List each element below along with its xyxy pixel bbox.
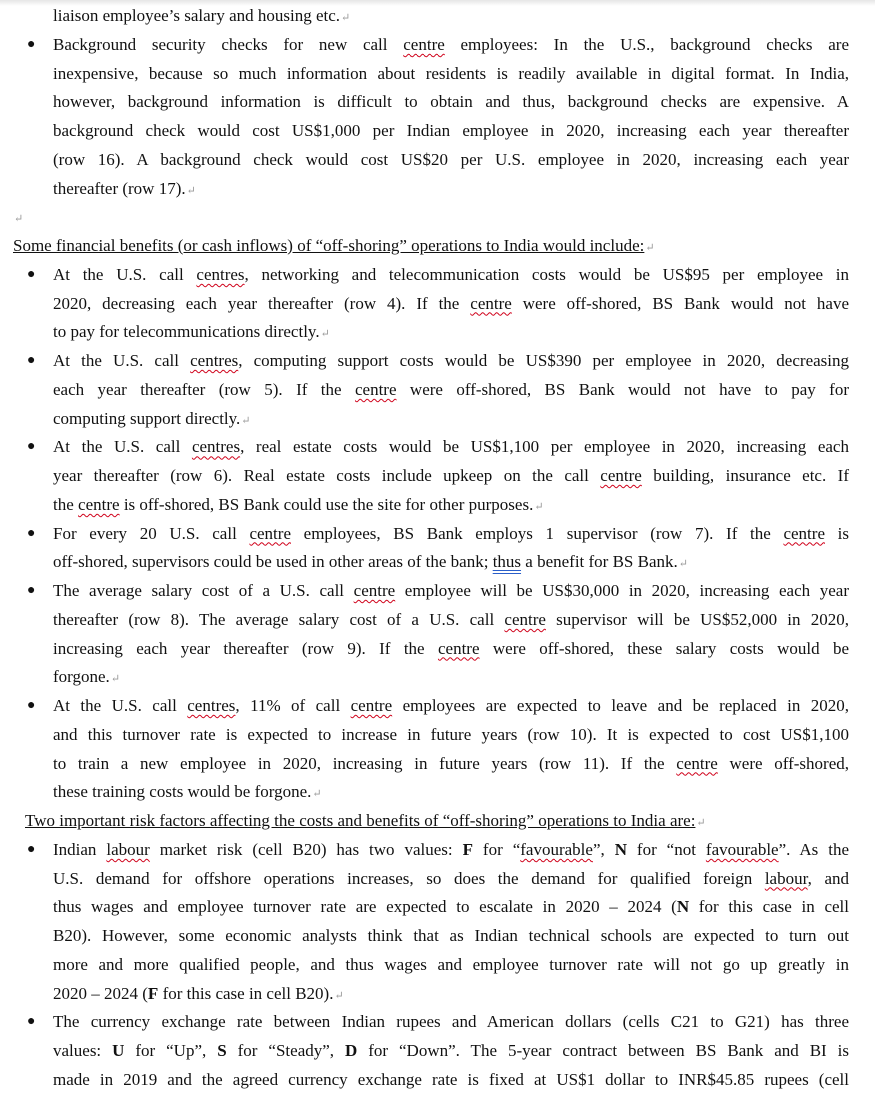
text-run: increasing each year thereafter (row 9). If the [53,638,438,658]
text-run: year thereafter (row 6). Real estate costs include upkeep on the call [53,466,601,485]
bullet-icon: ● [27,583,36,598]
bullet-paragraph [0,347,875,433]
text-run: At the U.S. call [53,264,197,284]
text-run: At the U.S. call [53,696,188,715]
bullet-icon: ● [27,841,36,857]
text-run: were off-shored, these salary costs would be [479,638,849,658]
paragraph-mark-icon: ↵ [186,184,196,197]
paragraph-mark-icon: ↵ [334,989,344,1002]
text-run: computing support directly. [53,408,241,428]
bullet-paragraph [0,520,875,578]
text-run: each year thereafter (row 5). If the [53,379,355,399]
text-run: , networking and telecommunication costs would be US$95 per employee in [244,264,849,284]
text-line [53,922,849,951]
paragraph [0,2,875,31]
paragraph-mark-icon: ↵ [241,414,251,427]
bold-text: D [345,1041,358,1060]
text-line [13,203,875,232]
spelling-flagged-word[interactable]: centre [437,638,480,658]
text-run: thereafter (row 8). The average salary cost of a U.S. call [53,609,505,629]
spelling-flagged-word[interactable]: centre [354,379,397,399]
text-line [53,750,849,779]
text-line [27,836,850,865]
document-body [0,2,875,1095]
text-line [53,146,849,175]
spelling-flagged-word[interactable]: centre [600,466,642,485]
text-line [53,721,849,750]
text-line [53,548,849,577]
text-line [53,60,849,89]
bullet-paragraph [0,1008,875,1094]
paragraph-mark-icon: ↵ [645,242,655,254]
paragraph-mark-icon: ↵ [678,558,688,571]
bullet-paragraph [0,692,875,807]
text-line [53,290,849,319]
spelling-flagged-word[interactable]: centres [191,437,241,457]
spelling-flagged-word[interactable]: favourable [520,839,593,859]
paragraph-mark-icon: ↵ [110,673,121,686]
text-line [53,88,849,117]
text-run: were off-shored, BS Bank would not have to pay for [396,379,849,399]
text-line [53,175,849,204]
text-line [53,865,849,894]
text-run: (row 16). A background check would cost US$20 per U.S. employee in 2020, increasing each year [53,149,849,169]
text-line [13,232,875,261]
text-run: ”. As the [778,839,850,859]
spelling-flagged-word[interactable]: centres [190,351,239,370]
bold-text: F [147,983,159,1003]
text-line [25,807,875,836]
text-run: employee will be US$30,000 in 2020, increasing each year [395,581,849,600]
text-run: however, background information is difficult to obtain and thus, background checks are expensive. A [53,92,849,112]
paragraph-mark-icon: ↵ [320,328,330,341]
text-run: U.S. demand for offshore operations increases, so does the demand for qualified foreign [53,868,765,888]
text-run: Indian [53,839,107,859]
text-line [53,117,849,146]
text-line [53,376,849,405]
text-line [53,462,849,491]
text-run: forgone. [53,667,110,687]
text-run: a benefit for BS Bank. [521,552,678,572]
bold-text: N [676,897,690,917]
text-line [27,261,849,290]
bullet-paragraph [0,31,875,204]
bold-text: U [112,1041,125,1060]
text-run: employees are expected to leave and be replaced in 2020, [392,696,849,715]
text-run: market risk (cell B20) has two values: [149,839,463,859]
text-run: made in 2019 and the agreed currency exchange rate is fixed at US$1 dollar to INR$45.85 rupees (cell [53,1069,849,1089]
text-run: for this case in cell B20). [158,983,334,1003]
bullet-paragraph [0,836,875,1009]
text-line [27,347,849,376]
text-run: Two important risk factors affecting the costs and benefits of “off-shoring” operations to India are: [25,811,696,830]
bold-text: F [462,839,473,859]
text-run: supervisor will be US$52,000 in 2020, [545,609,849,629]
text-run: inexpensive, because so much information about residents is readily available in digital format. In India, [53,63,849,83]
text-line [53,606,849,635]
paragraph-mark-icon: ↵ [696,817,706,829]
text-run: off-shored, supervisors could be used in other areas of the bank; [53,552,493,572]
text-run: liaison employee’s salary and housing etc. [53,6,341,25]
text-run: employees, BS Bank employs 1 supervisor (row 7). If the [291,523,784,543]
text-run: thereafter (row 17). [53,178,186,198]
spelling-flagged-word[interactable]: centres [196,264,245,284]
text-run: values: [53,1041,113,1060]
text-run: for “Steady”, [226,1041,345,1060]
text-run: thus wages and employee turnover rate are expected to escalate in 2020 – 2024 ( [53,897,677,917]
section-heading [0,807,875,836]
section-heading [0,232,875,261]
text-run: , 11% of call [235,696,351,715]
text-line [53,893,849,922]
text-line [53,2,849,31]
paragraph-mark-icon: ↵ [14,213,24,226]
text-run: 2020 – 2024 ( [53,983,148,1003]
text-line [53,1066,849,1095]
spelling-flagged-word[interactable]: centre [504,609,546,629]
bullet-icon: ● [27,353,36,368]
grammar-flagged-word[interactable]: thus [492,552,522,572]
text-line [27,692,849,721]
bullet-paragraph [0,261,875,347]
text-run: background check would cost US$1,000 per Indian employee in 2020, increasing each year thereafter [53,121,849,140]
text-run: for “ [472,839,521,859]
text-run: the [53,494,79,514]
spelling-flagged-word[interactable]: favourable [705,839,779,859]
text-run: ”, [592,839,615,859]
text-line [53,1037,849,1066]
text-run: and this turnover rate is expected to increase in future years (row 10). It is expected to cost US$1,100 [53,724,849,744]
text-run: At the U.S. call [53,437,192,457]
text-run: were off-shored, [717,753,850,773]
text-run: is [825,523,850,543]
text-run: for “Down”. The 5-year contract between BS Bank and BI is [357,1041,849,1060]
text-run: employees: In the U.S., background checks are [444,34,850,54]
bullet-icon: ● [27,439,36,455]
spelling-flagged-word[interactable]: centre [353,581,396,600]
spelling-flagged-word[interactable]: centre [470,293,512,313]
text-run: building, insurance etc. If [641,466,849,485]
text-line [53,635,849,664]
spelling-flagged-word[interactable]: centre [403,34,445,54]
paragraph-mark-icon: ↵ [341,12,351,24]
text-run: more and more qualified people, and thus wages and employee turnover rate will not go up greatly in [53,954,849,974]
spelling-flagged-word[interactable]: centre [78,494,120,514]
bullet-icon: ● [27,525,36,541]
text-run: B20). However, some economic analysts think that as Indian technical schools are expected to turn out [53,926,849,945]
text-line [27,433,849,462]
text-run: At the U.S. call [53,351,191,370]
text-line [27,31,850,60]
bullet-icon: ● [27,36,36,52]
paragraph-mark-icon: ↵ [534,500,544,513]
text-run: 2020, decreasing each year thereafter (row 4). If the [53,293,471,313]
text-run: these training costs would be forgone. [53,782,312,802]
text-line [53,663,849,692]
text-run: for “not [626,839,706,859]
spelling-flagged-word[interactable]: centre [676,753,718,773]
text-run: were off-shored, BS Bank would not have [511,293,849,313]
spelling-flagged-word[interactable]: centre [783,523,825,543]
text-run: for “Up”, [124,1041,218,1060]
bold-text: S [217,1041,227,1060]
text-line [53,318,849,347]
text-run: Background security checks for new call [53,34,404,54]
bullet-icon: ● [27,266,36,282]
spelling-flagged-word[interactable]: labour [106,839,150,859]
text-line [27,520,850,549]
text-run: The currency exchange rate between Indian rupees and American dollars (cells C21 to G21) has three [53,1012,849,1032]
spelling-flagged-word[interactable]: centre [350,696,393,715]
text-run: for this case in cell [689,897,849,917]
bold-text: N [614,839,627,859]
text-line [53,980,849,1009]
bullet-paragraph [0,433,875,519]
spelling-flagged-word[interactable]: centres [187,696,236,715]
bullet-paragraph [0,577,875,692]
spelling-flagged-word[interactable]: centre [249,523,291,543]
spelling-flagged-word[interactable]: labour [764,868,808,888]
text-run: is off-shored, BS Bank could use the site for other purposes. [119,494,534,514]
text-run: , real estate costs would be US$1,100 per employee in 2020, increasing each [240,437,849,457]
text-line [53,951,849,980]
paragraph-mark-icon: ↵ [312,788,322,801]
text-line [53,491,849,520]
text-run: , computing support costs would be US$390 per employee in 2020, decreasing [238,351,849,370]
text-run: to pay for telecommunications directly. [53,322,320,342]
text-run: , and [807,868,849,888]
text-line [27,577,849,606]
text-line [53,778,849,807]
text-run: Some financial benefits (or cash inflows) of “off-shoring” operations to India would include: [13,236,645,255]
paragraph [0,203,875,232]
bullet-icon: ● [27,1014,36,1030]
text-line [53,405,849,434]
text-run: For every 20 U.S. call [53,523,250,543]
text-run: The average salary cost of a U.S. call [53,581,354,600]
text-run: to train a new employee in 2020, increasing in future years (row 11). If the [53,753,677,773]
bullet-icon: ● [27,698,36,713]
text-line [27,1008,849,1037]
